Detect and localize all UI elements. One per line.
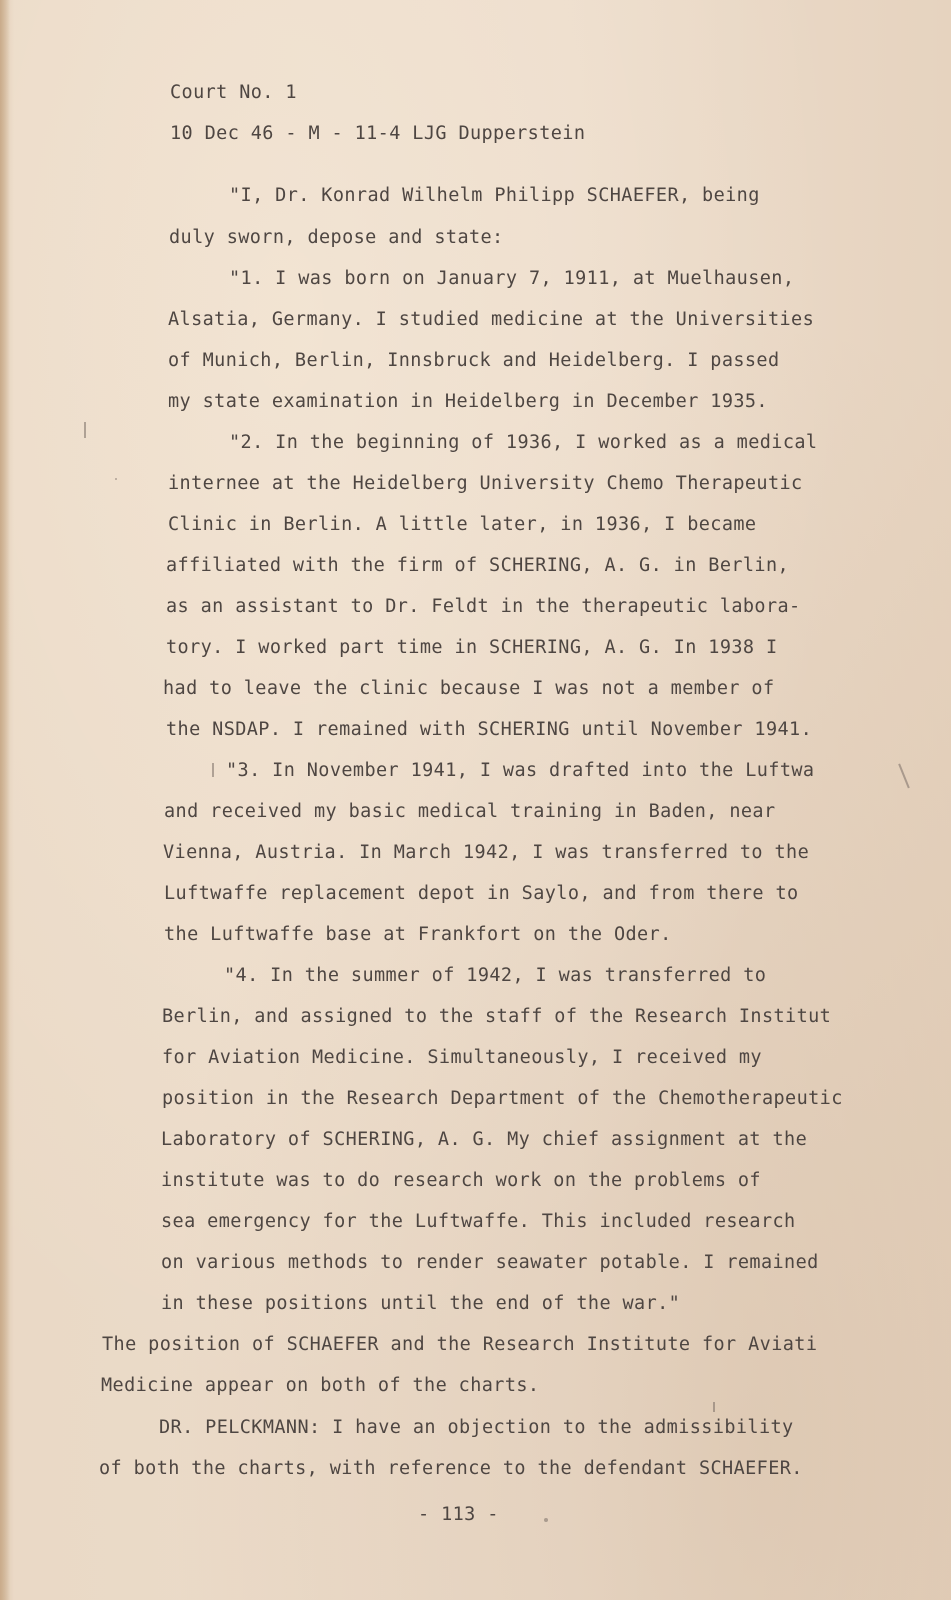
text-line: DR. PELCKMANN: I have an objection to the admissibility — [159, 1417, 794, 1438]
text-line: affiliated with the firm of SCHERING, A. G. in Berlin, — [166, 555, 790, 576]
stray-mark — [212, 763, 214, 777]
text-line: Alsatia, Germany. I studied medicine at the Universities — [168, 309, 815, 330]
text-line: tory. I worked part time in SCHERING, A. G. In 1938 I — [166, 637, 778, 658]
stray-mark — [544, 1518, 548, 1522]
text-line: had to leave the clinic because I was not a member of — [163, 678, 775, 699]
text-line: "1. I was born on January 7, 1911, at Muelhausen, — [229, 268, 795, 289]
text-line: the Luftwaffe base at Frankfort on the Oder. — [164, 924, 672, 945]
text-line: institute was to do research work on the problems of — [161, 1170, 761, 1191]
text-line: duly sworn, depose and state: — [169, 227, 504, 248]
page-number: - 113 - — [418, 1504, 499, 1525]
text-line: the NSDAP. I remained with SCHERING until November 1941. — [166, 719, 813, 740]
stray-mark — [115, 478, 117, 480]
text-line: of Munich, Berlin, Innsbruck and Heidelberg. I passed — [168, 350, 780, 371]
text-line: for Aviation Medicine. Simultaneously, I received my — [162, 1047, 762, 1068]
text-line: in these positions until the end of the war." — [161, 1293, 681, 1314]
text-line: Laboratory of SCHERING, A. G. My chief assignment at the — [161, 1129, 808, 1150]
text-line: and received my basic medical training in Baden, near — [164, 801, 776, 822]
text-line: "4. In the summer of 1942, I was transferred to — [224, 965, 767, 986]
text-line: The position of SCHAEFER and the Research Institute for Aviati — [102, 1334, 818, 1355]
text-line: "I, Dr. Konrad Wilhelm Philipp SCHAEFER, being — [229, 185, 760, 206]
stray-mark — [84, 422, 86, 438]
paper-edge-shadow — [0, 0, 10, 1600]
text-line: internee at the Heidelberg University Chemo Therapeutic — [168, 473, 803, 494]
text-line: Medicine appear on both of the charts. — [101, 1375, 540, 1396]
stray-mark — [898, 764, 909, 789]
text-line: position in the Research Department of the Chemotherapeutic — [162, 1088, 843, 1109]
text-line: Clinic in Berlin. A little later, in 1936, I became — [168, 514, 757, 535]
text-line: on various methods to render seawater potable. I remained — [161, 1252, 819, 1273]
text-line: my state examination in Heidelberg in December 1935. — [168, 391, 768, 412]
stray-mark — [713, 1402, 715, 1412]
text-line: of both the charts, with reference to the defendant SCHAEFER. — [99, 1458, 803, 1479]
session-line: 10 Dec 46 - M - 11-4 LJG Dupperstein — [170, 123, 586, 144]
text-line: "2. In the beginning of 1936, I worked as a medical — [229, 432, 818, 453]
text-line: Berlin, and assigned to the staff of the Research Institut — [162, 1006, 832, 1027]
text-line: as an assistant to Dr. Feldt in the therapeutic labora- — [166, 596, 801, 617]
court-number: Court No. 1 — [170, 82, 297, 103]
text-line: sea emergency for the Luftwaffe. This included research — [161, 1211, 796, 1232]
text-line: "3. In November 1941, I was drafted into the Luftwa — [226, 760, 815, 781]
text-line: Luftwaffe replacement depot in Saylo, and from there to — [164, 883, 799, 904]
text-line: Vienna, Austria. In March 1942, I was transferred to the — [163, 842, 810, 863]
